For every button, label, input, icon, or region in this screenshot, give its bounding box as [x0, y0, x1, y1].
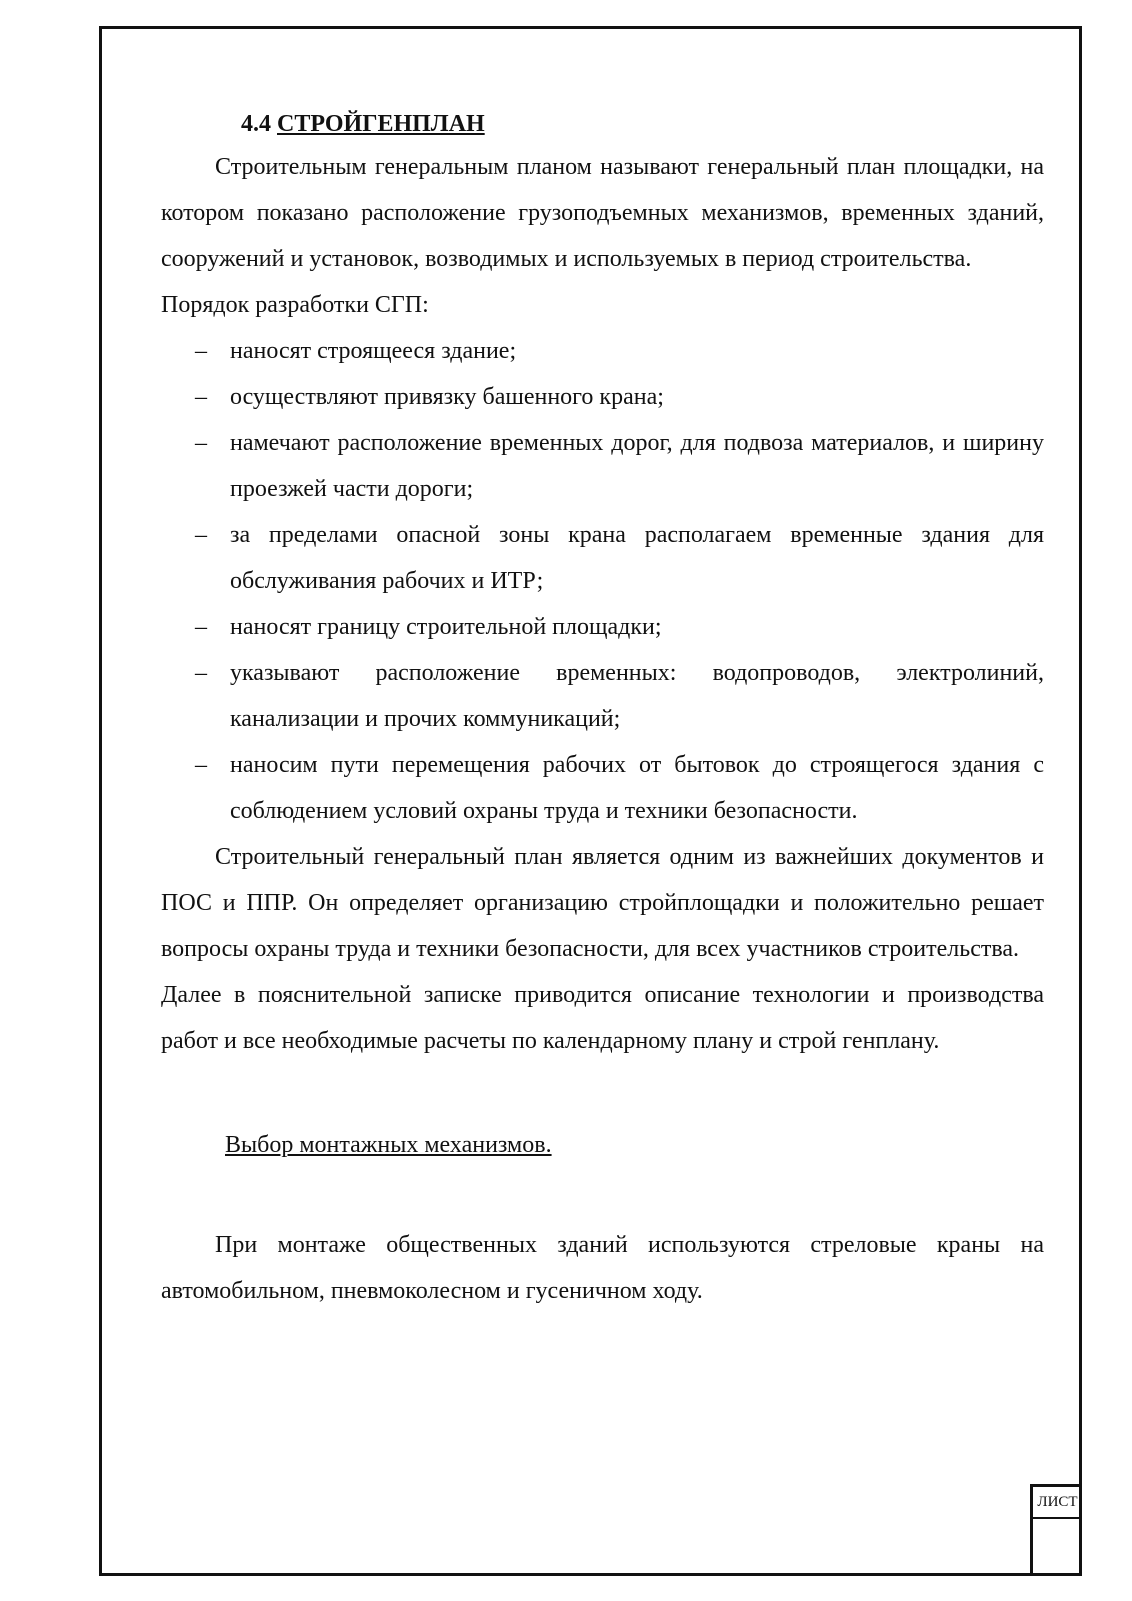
list-item [161, 512, 1044, 604]
order-heading: Порядок разработки СГП: [161, 292, 429, 318]
spacer [161, 1168, 1044, 1222]
section-number: 4.4 [241, 111, 271, 137]
list-dash: – [195, 752, 207, 778]
list-item [161, 604, 1044, 650]
subsection-paragraph: При монтаже общественных зданий используются стреловые краны на автомобильном, пневмоколесном и гусеничном ходу. [161, 1232, 1044, 1304]
list-item [161, 328, 1044, 374]
list-item-text: за пределами опасной зоны крана располагаем временные здания для обслуживания рабочих и ИТР; [230, 522, 1044, 594]
list-item-text: наносят строящееся здание; [230, 338, 517, 364]
list-item-text: указывают расположение временных: водопроводов, электролиний, канализации и прочих коммуникаций; [230, 660, 1044, 732]
further-paragraph: Далее в пояснительной записке приводится описание технологии и производства работ и все необходимые расчеты по календарному плану и строй генплану. [161, 982, 1044, 1054]
list-dash: – [195, 660, 207, 686]
intro-paragraph: Строительным генеральным планом называют генеральный план площадки, на котором показано расположение грузоподъемных механизмов, временных зданий, сооружений и установок, возводимых и используемых в период строительства. [161, 154, 1044, 272]
section-title: СТРОЙГЕНПЛАН [277, 111, 485, 137]
steps-list [161, 328, 1044, 834]
sheet-label: ЛИСТ [1033, 1487, 1082, 1519]
list-item [161, 742, 1044, 834]
list-item [161, 420, 1044, 512]
list-dash: – [195, 522, 207, 548]
list-item-text: наносят границу строительной площадки; [230, 614, 662, 640]
sheet-stamp [1030, 1484, 1082, 1576]
document-body [161, 104, 1044, 1314]
list-dash: – [195, 614, 207, 640]
list-item-text: наносим пути перемещения рабочих от бытовок до строящегося здания с соблюдением условий охраны труда и техники безопасности. [230, 752, 1044, 824]
list-dash: – [195, 384, 207, 410]
list-item [161, 650, 1044, 742]
subsection-heading: Выбор монтажных механизмов. [225, 1132, 552, 1158]
list-dash: – [195, 430, 207, 456]
list-dash: – [195, 338, 207, 364]
section-heading [241, 104, 1044, 144]
list-item [161, 374, 1044, 420]
list-item-text: осуществляют привязку башенного крана; [230, 384, 664, 410]
importance-paragraph: Строительный генеральный план является одним из важнейших документов и ПОС и ППР. Он определяет организацию стройплощадки и положительно решает вопросы охраны труда и техники безопасности, для всех участников строительства. [161, 844, 1044, 962]
list-item-text: намечают расположение временных дорог, для подвоза материалов, и ширину проезжей части дороги; [230, 430, 1044, 502]
